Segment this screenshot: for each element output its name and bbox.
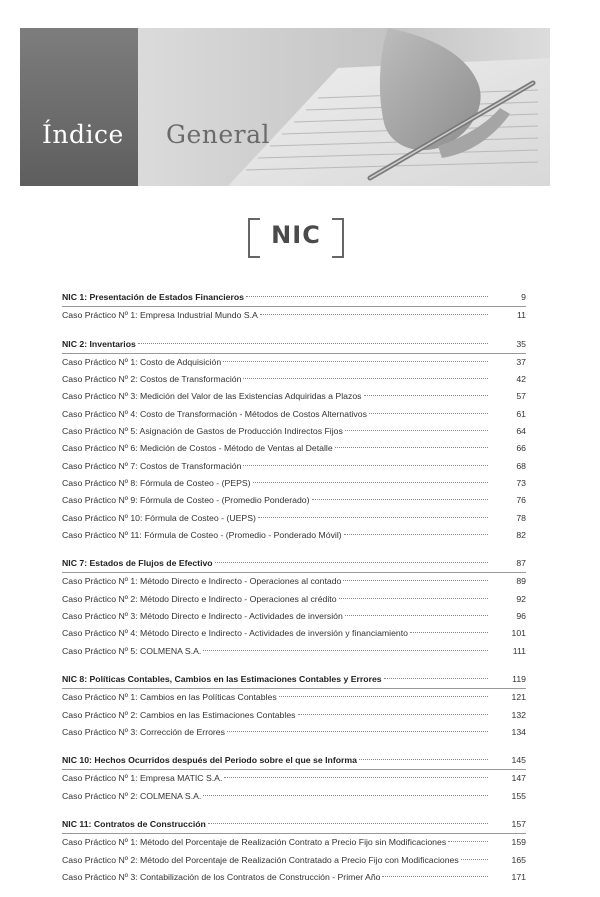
toc-section bbox=[62, 752, 526, 805]
toc-entry bbox=[62, 423, 526, 440]
dot-leader bbox=[384, 678, 488, 679]
dot-leader bbox=[382, 876, 488, 877]
toc-entry-label: Caso Práctico Nº 10: Fórmula de Costeo - (UEPS) bbox=[62, 512, 256, 523]
toc-entry bbox=[62, 689, 526, 706]
toc-entry-label: NIC 8: Políticas Contables, Cambios en las Estimaciones Contables y Errores bbox=[62, 673, 382, 684]
toc-entry-label: Caso Práctico Nº 7: Costos de Transformación bbox=[62, 460, 242, 471]
toc-page-number: 121 bbox=[511, 692, 526, 703]
dot-leader bbox=[448, 841, 488, 842]
dot-leader bbox=[258, 517, 488, 518]
toc-page-number: 101 bbox=[511, 628, 526, 639]
dot-leader bbox=[208, 823, 488, 824]
toc-entry-label: Caso Práctico Nº 1: Costo de Adquisición bbox=[62, 356, 222, 367]
toc-entry bbox=[62, 608, 526, 625]
toc-entry-label: Caso Práctico Nº 2: Método del Porcentaje de Realización Contratado a Precio Fijo con Modificaciones bbox=[62, 854, 459, 865]
toc-page-number: 147 bbox=[511, 773, 526, 784]
toc-page-number: 37 bbox=[516, 356, 526, 367]
toc-entry bbox=[62, 625, 526, 642]
toc-entry bbox=[62, 707, 526, 724]
toc-entry-label: Caso Práctico Nº 3: Medición del Valor de las Existencias Adquiridas a Plazos bbox=[62, 391, 362, 402]
toc-page-number: 66 bbox=[516, 443, 526, 454]
toc-entry-label: Caso Práctico Nº 5: COLMENA S.A. bbox=[62, 645, 202, 656]
nic-logo bbox=[248, 218, 344, 256]
toc-entry bbox=[62, 591, 526, 608]
toc-entry-label: Caso Práctico Nº 1: Empresa Industrial Mundo S.A bbox=[62, 310, 258, 321]
dot-leader bbox=[243, 378, 488, 379]
toc-entry-label: NIC 11: Contratos de Construcción bbox=[62, 819, 206, 830]
toc-entry-label: Caso Práctico Nº 8: Fórmula de Costeo - (PEPS) bbox=[62, 477, 251, 488]
toc-entry bbox=[62, 834, 526, 851]
toc-page-number: 68 bbox=[516, 460, 526, 471]
dot-leader bbox=[227, 731, 488, 732]
toc-page-number: 134 bbox=[511, 726, 526, 737]
dot-leader bbox=[359, 759, 488, 760]
toc-entry bbox=[62, 724, 526, 741]
hand-with-pen-photo bbox=[138, 28, 550, 186]
toc-page-number: 87 bbox=[516, 558, 526, 569]
toc-section-heading bbox=[62, 336, 526, 354]
toc-entry-label: Caso Práctico Nº 1: Empresa MATIC S.A. bbox=[62, 773, 223, 784]
toc-entry-label: NIC 10: Hechos Ocurridos después del Periodo sobre el que se Informa bbox=[62, 755, 357, 766]
toc-section-heading bbox=[62, 752, 526, 770]
toc-page-number: 35 bbox=[516, 338, 526, 349]
toc-section bbox=[62, 816, 526, 886]
toc-page-number: 96 bbox=[516, 611, 526, 622]
table-of-contents bbox=[62, 289, 526, 897]
toc-page-number: 61 bbox=[516, 408, 526, 419]
banner-title-general: General bbox=[166, 120, 271, 149]
toc-page-number: 64 bbox=[516, 426, 526, 437]
toc-page-number: 11 bbox=[516, 310, 526, 321]
dot-leader bbox=[279, 696, 488, 697]
toc-page-number: 111 bbox=[512, 645, 526, 656]
toc-entry-label: Caso Práctico Nº 1: Método del Porcentaje de Realización Contrato a Precio Fijo sin Modificaciones bbox=[62, 837, 447, 848]
toc-page-number: 155 bbox=[511, 790, 526, 801]
toc-page-number: 157 bbox=[511, 819, 526, 830]
dot-leader bbox=[243, 465, 488, 466]
toc-entry-label: Caso Práctico Nº 2: Costos de Transformación bbox=[62, 374, 242, 385]
dot-leader bbox=[203, 650, 488, 651]
toc-page-number: 165 bbox=[511, 854, 526, 865]
toc-entry bbox=[62, 643, 526, 660]
toc-entry bbox=[62, 388, 526, 405]
dot-leader bbox=[335, 447, 488, 448]
toc-page-number: 145 bbox=[511, 755, 526, 766]
toc-section bbox=[62, 671, 526, 741]
toc-entry-label: Caso Práctico Nº 11: Fórmula de Costeo - (Promedio - Ponderado Móvil) bbox=[62, 529, 342, 540]
toc-entry-label: NIC 7: Estados de Flujos de Efectivo bbox=[62, 558, 213, 569]
toc-page-number: 76 bbox=[516, 495, 526, 506]
toc-entry-label: Caso Práctico Nº 4: Costo de Transformación - Métodos de Costos Alternativos bbox=[62, 408, 367, 419]
toc-entry bbox=[62, 307, 526, 324]
dot-leader bbox=[410, 632, 488, 633]
toc-section-heading bbox=[62, 555, 526, 573]
toc-entry-label: Caso Práctico Nº 5: Asignación de Gastos de Producción Indirectos Fijos bbox=[62, 426, 343, 437]
toc-entry-label: Caso Práctico Nº 2: COLMENA S.A. bbox=[62, 790, 202, 801]
dot-leader bbox=[224, 777, 488, 778]
toc-page-number: 171 bbox=[511, 871, 526, 882]
toc-entry-label: Caso Práctico Nº 3: Corrección de Errores bbox=[62, 726, 225, 737]
toc-page-number: 89 bbox=[516, 576, 526, 587]
dot-leader bbox=[339, 598, 488, 599]
toc-entry bbox=[62, 475, 526, 492]
dot-leader bbox=[223, 361, 488, 362]
toc-page-number: 159 bbox=[511, 837, 526, 848]
toc-entry bbox=[62, 852, 526, 869]
toc-page-number: 92 bbox=[516, 593, 526, 604]
toc-page-number: 73 bbox=[516, 477, 526, 488]
dot-leader bbox=[369, 413, 488, 414]
banner-title-indice: Índice bbox=[42, 120, 124, 149]
toc-entry-label: NIC 2: Inventarios bbox=[62, 338, 136, 349]
toc-entry-label: Caso Práctico Nº 2: Método Directo e Indirecto - Operaciones al crédito bbox=[62, 593, 337, 604]
banner-dark-panel bbox=[20, 28, 138, 186]
dot-leader bbox=[345, 430, 488, 431]
toc-entry-label: Caso Práctico Nº 6: Medición de Costos - Método de Ventas al Detalle bbox=[62, 443, 333, 454]
dot-leader bbox=[260, 314, 488, 315]
logo-text: NIC bbox=[271, 221, 321, 249]
dot-leader bbox=[364, 395, 489, 396]
toc-entry bbox=[62, 492, 526, 509]
toc-page-number: 42 bbox=[516, 374, 526, 385]
toc-section-heading bbox=[62, 671, 526, 689]
toc-entry bbox=[62, 788, 526, 805]
toc-page-number: 119 bbox=[512, 673, 526, 684]
toc-entry bbox=[62, 869, 526, 886]
toc-entry bbox=[62, 440, 526, 457]
toc-section bbox=[62, 555, 526, 660]
dot-leader bbox=[343, 580, 488, 581]
dot-leader bbox=[345, 615, 488, 616]
toc-entry-label: Caso Práctico Nº 1: Método Directo e Indirecto - Operaciones al contado bbox=[62, 576, 342, 587]
dot-leader bbox=[203, 795, 488, 796]
toc-entry bbox=[62, 573, 526, 590]
toc-entry bbox=[62, 770, 526, 787]
toc-page-number: 57 bbox=[516, 391, 526, 402]
toc-entry bbox=[62, 354, 526, 371]
toc-entry bbox=[62, 371, 526, 388]
toc-page-number: 132 bbox=[511, 709, 526, 720]
toc-section bbox=[62, 289, 526, 325]
toc-entry-label: Caso Práctico Nº 9: Fórmula de Costeo - (Promedio Ponderado) bbox=[62, 495, 310, 506]
dot-leader bbox=[312, 499, 489, 500]
toc-section-heading bbox=[62, 816, 526, 834]
dot-leader bbox=[298, 714, 489, 715]
toc-page-number: 9 bbox=[521, 292, 526, 302]
dot-leader bbox=[215, 562, 488, 563]
dot-leader bbox=[344, 534, 488, 535]
toc-section bbox=[62, 336, 526, 545]
dot-leader bbox=[253, 482, 488, 483]
toc-section-heading bbox=[62, 289, 526, 307]
toc-entry-label: Caso Práctico Nº 3: Contabilización de los Contratos de Construcción - Primer Año bbox=[62, 871, 381, 882]
toc-entry-label: Caso Práctico Nº 1: Cambios en las Políticas Contables bbox=[62, 692, 277, 703]
toc-entry bbox=[62, 458, 526, 475]
toc-entry-label: Caso Práctico Nº 2: Cambios en las Estimaciones Contables bbox=[62, 709, 296, 720]
dot-leader bbox=[461, 859, 488, 860]
toc-entry-label: Caso Práctico Nº 3: Método Directo e Indirecto - Actividades de inversión bbox=[62, 611, 343, 622]
dot-leader bbox=[138, 343, 488, 344]
header-banner bbox=[20, 28, 550, 186]
dot-leader bbox=[246, 296, 488, 297]
toc-page-number: 78 bbox=[516, 512, 526, 523]
toc-page-number: 82 bbox=[516, 529, 526, 540]
toc-entry-label: NIC 1: Presentación de Estados Financieros bbox=[62, 292, 245, 302]
toc-entry-label: Caso Práctico Nº 4: Método Directo e Indirecto - Actividades de inversión y financiamiento bbox=[62, 628, 409, 639]
toc-entry bbox=[62, 510, 526, 527]
toc-entry bbox=[62, 406, 526, 423]
toc-entry bbox=[62, 527, 526, 544]
